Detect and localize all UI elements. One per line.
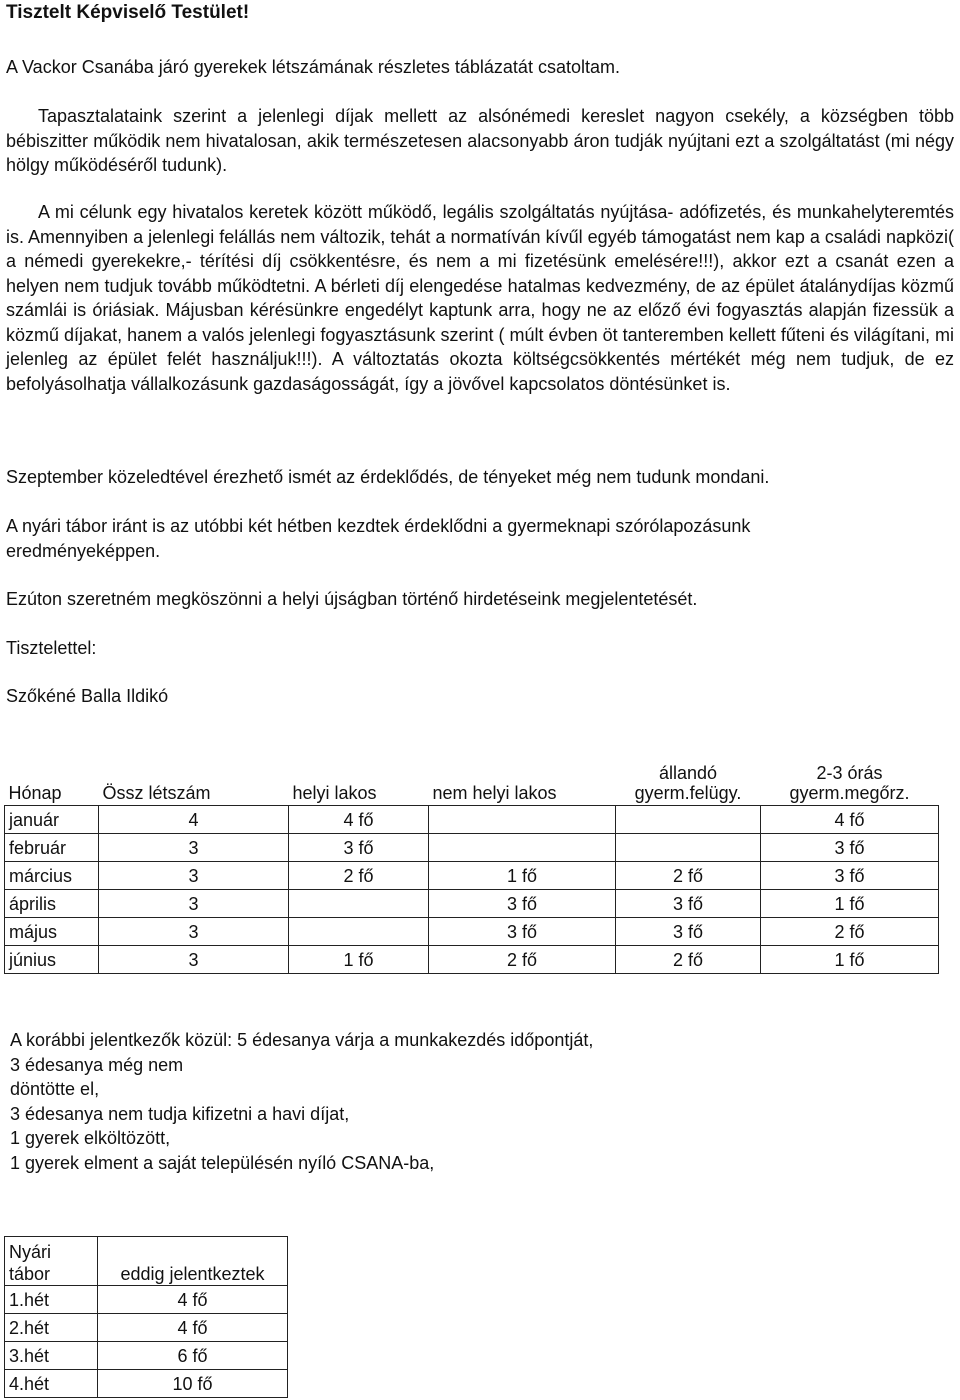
summer-row	[5, 1370, 288, 1398]
table-cell: 3 fő	[761, 862, 939, 890]
september-paragraph: Szeptember közeledtével érezhető ismét az érdeklődés, de tényeket még nem tudunk mondani.	[6, 467, 770, 487]
table-cell	[289, 918, 429, 946]
summer-cell: 2.hét	[5, 1314, 98, 1342]
table-row	[5, 862, 939, 890]
summer-row	[5, 1314, 288, 1342]
letter-heading: Tisztelt Képviselő Testület!	[6, 2, 250, 23]
table-cell	[289, 890, 429, 918]
table-cell: április	[5, 890, 99, 918]
table-cell: május	[5, 918, 99, 946]
table-cell: január	[5, 806, 99, 834]
summer-cell: 1.hét	[5, 1286, 98, 1314]
summer-header-row	[5, 1237, 288, 1286]
summer-header-cell	[98, 1237, 288, 1286]
list-item: A korábbi jelentkezők közül: 5 édesanya várja a munkakezdés időpontját,	[10, 1030, 594, 1050]
table-header-cell	[289, 755, 429, 806]
table-cell: 2 fő	[616, 862, 761, 890]
summer-camp-table	[4, 1236, 288, 1398]
table-row	[5, 946, 939, 974]
table-cell: 2 fő	[429, 946, 616, 974]
header-text: Hónap	[8, 783, 62, 803]
table-cell: 3	[99, 946, 289, 974]
list-item: 1 gyerek elköltözött,	[10, 1128, 171, 1148]
goal-paragraph: A mi célunk egy hivatalos keretek között működő, legális szolgáltatás nyújtása- adófizetés, és munkahelyteremtés is. Amennyiben a jelenlegi felállás nem változik, tehát a normatíván kívűl egyéb támogatást nem kap a családi napközi( a némedi gyerekekre,- térítési díj csökkentésre, és nem a mi fizetésünk emelésére!!!), akkor ezt a csanát ezen a helyen nem tudjuk tovább működtetni. A bérleti díj elengedése hatalmas kedvezmény, de az épület átalánydíjas közmű számlái is óriásiak. Májusban kérésünkre engedélyt kaptunk arra, hogy ne az előző évi fogyasztás alapján fizessük a közmű díjakat, hanem a valós jelenlegi fogyasztásunk szerint ( múlt évben öt tanteremben kellett fűteni és világítani, mi jelenleg az épület felét használjuk!!!). A változtatás okozta költségcsökkentés mértékét még nem tudjuk, de ez befolyásolhatja vállalkozásunk gazdaságosságát, így a jövővel kapcsolatos döntésünket is.	[6, 202, 954, 394]
summer-camp-paragraph: A nyári tábor iránt is az utóbbi két hétben kezdtek érdeklődni a gyermeknapi szórólapozásunk eredményeképpen.	[6, 516, 751, 561]
table-row	[5, 918, 939, 946]
header-text: helyi lakos	[292, 783, 377, 803]
table-cell: 3 fő	[616, 890, 761, 918]
table-header-cell	[761, 755, 939, 806]
table-cell: 3 fő	[616, 918, 761, 946]
table-cell: 4 fő	[289, 806, 429, 834]
table-cell: 2 fő	[289, 862, 429, 890]
table-header-cell	[616, 755, 761, 806]
list-item: 3 édesanya még nem	[10, 1054, 184, 1075]
table-cell	[616, 834, 761, 862]
table-row	[5, 834, 939, 862]
closing-text: Tisztelettel:	[6, 638, 97, 658]
table-header-cell	[429, 755, 616, 806]
header-text: gyerm.felügy.	[634, 783, 742, 803]
table-cell: 3	[99, 918, 289, 946]
signature: Szőkéné Balla Ildikó	[6, 686, 169, 706]
table-cell: 4	[99, 806, 289, 834]
table-header-cell	[99, 755, 289, 806]
table-cell: 4 fő	[761, 806, 939, 834]
header-text: nem helyi lakos	[432, 783, 557, 803]
table-cell	[616, 806, 761, 834]
summer-cell: 4.hét	[5, 1370, 98, 1398]
header-text: állandó	[658, 763, 718, 783]
table-header-row	[5, 755, 939, 806]
attendance-table	[4, 755, 939, 974]
summer-cell: 10 fő	[98, 1370, 288, 1398]
header-text: tábor	[9, 1264, 51, 1284]
summer-row	[5, 1342, 288, 1370]
experience-paragraph: Tapasztalataink szerint a jelenlegi díjak mellett az alsónémedi kereslet nagyon csekély, a községben több bébiszitter működik nem hivatalosan, akik természetesen alacsonyabb áron tudják nyújtani ezt a szolgáltatást (mi négy hölgy működéséről tudunk).	[6, 106, 954, 175]
table-cell: 3	[99, 890, 289, 918]
table-cell: 1 fő	[429, 862, 616, 890]
table-row	[5, 806, 939, 834]
header-text: Össz létszám	[102, 783, 211, 803]
header-text: gyerm.megőrz.	[789, 783, 910, 803]
table-cell	[429, 834, 616, 862]
table-cell: 1 fő	[761, 890, 939, 918]
table-cell: 3 fő	[761, 834, 939, 862]
summer-cell: 4 fő	[98, 1314, 288, 1342]
list-item: döntötte el,	[10, 1079, 100, 1099]
summer-cell: 4 fő	[98, 1286, 288, 1314]
list-item: 1 gyerek elment a saját településén nyíló CSANA-ba,	[10, 1152, 435, 1173]
summer-cell: 3.hét	[5, 1342, 98, 1370]
header-text: Nyári	[9, 1242, 52, 1262]
table-header-cell	[5, 755, 99, 806]
table-cell: 3 fő	[289, 834, 429, 862]
table-cell: június	[5, 946, 99, 974]
table-cell: 3 fő	[429, 890, 616, 918]
summer-cell: 6 fő	[98, 1342, 288, 1370]
table-cell: 2 fő	[616, 946, 761, 974]
table-cell: február	[5, 834, 99, 862]
summer-row	[5, 1286, 288, 1314]
intro-paragraph: A Vackor Csanába járó gyerekek létszámának részletes táblázatát csatoltam.	[6, 57, 620, 77]
summer-header-cell	[5, 1237, 98, 1286]
table-row	[5, 890, 939, 918]
table-cell: 1 fő	[761, 946, 939, 974]
table-cell: 2 fő	[761, 918, 939, 946]
thanks-paragraph: Ezúton szeretném megköszönni a helyi újságban történő hirdetéseink megjelentetését.	[6, 589, 698, 609]
header-text: eddig jelentkeztek	[120, 1264, 265, 1284]
list-item: 3 édesanya nem tudja kifizetni a havi díjat,	[10, 1103, 350, 1124]
table-cell: 1 fő	[289, 946, 429, 974]
table-cell: 3	[99, 862, 289, 890]
header-text: 2-3 órás	[816, 763, 883, 783]
table-cell	[429, 806, 616, 834]
applicant-status-list	[10, 1028, 730, 1175]
table-cell: március	[5, 862, 99, 890]
table-cell: 3	[99, 834, 289, 862]
table-cell: 3 fő	[429, 918, 616, 946]
